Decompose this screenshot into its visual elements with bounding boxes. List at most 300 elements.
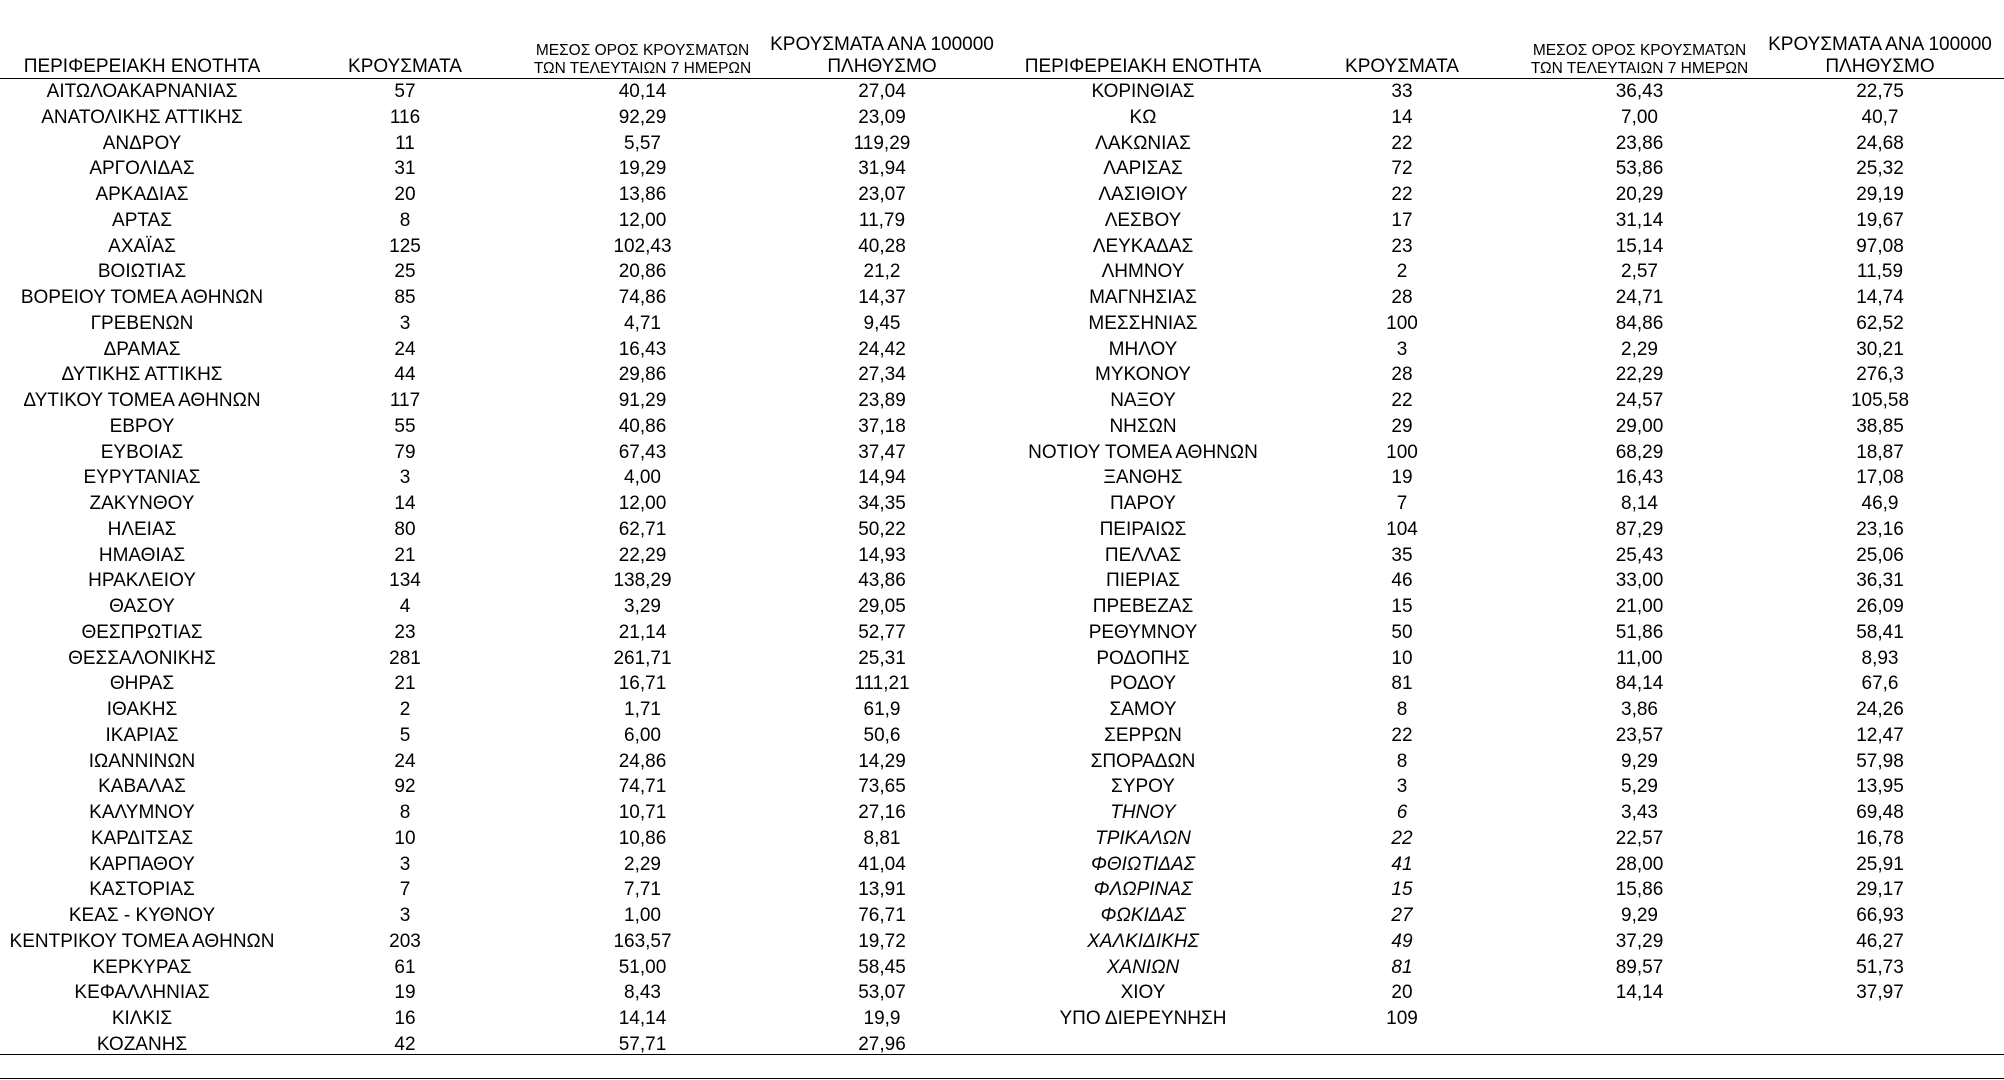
per100k-cell: 14,74 — [1856, 287, 1904, 308]
table-row — [1005, 671, 2004, 697]
cases-cell: 203 — [389, 930, 421, 952]
table-row — [0, 234, 1005, 260]
per100k-cell: 24,26 — [1856, 699, 1904, 720]
per100k-cell: 27,04 — [858, 81, 906, 102]
cases-cell: 50 — [1391, 621, 1413, 643]
per100k-cell: 30,21 — [1856, 338, 1904, 360]
cases-cell: 35 — [1391, 544, 1413, 566]
table-row — [1005, 980, 2004, 1006]
table-row — [0, 877, 1005, 903]
per100k-cell: 58,45 — [858, 956, 906, 978]
table-row — [0, 208, 1005, 234]
table-row — [1005, 1006, 2004, 1032]
avg7-cell: 92,29 — [618, 106, 667, 128]
per100k-cell: 23,16 — [1856, 518, 1904, 540]
cases-cell: 21 — [394, 544, 416, 566]
avg7-cell: 20,86 — [618, 261, 667, 283]
right-header-row — [1005, 28, 2004, 79]
table-row — [0, 517, 1005, 543]
per100k-cell: 50,6 — [863, 724, 901, 746]
table-row — [0, 362, 1005, 388]
cases-cell: 15 — [1391, 596, 1413, 617]
cases-cell: 85 — [394, 287, 416, 308]
avg7-cell: 29,86 — [618, 364, 667, 386]
cases-cell: 28 — [1391, 287, 1413, 308]
avg7-cell: 23,86 — [1615, 132, 1664, 154]
per100k-cell: 62,52 — [1856, 312, 1904, 334]
avg7-cell: 10,71 — [618, 802, 667, 823]
table-row — [1005, 131, 2004, 157]
region-cell: ΘΕΣΠΡΩΤΙΑΣ — [81, 621, 203, 643]
table-row — [0, 980, 1005, 1006]
per100k-cell: 57,98 — [1856, 750, 1904, 772]
cases-cell: 3 — [1396, 776, 1408, 798]
region-cell: ΑΡΚΑΔΙΑΣ — [95, 184, 189, 205]
per100k-cell: 29,19 — [1856, 184, 1904, 205]
avg7-cell: 51,00 — [618, 956, 667, 978]
avg7-cell: 20,29 — [1615, 184, 1664, 205]
cases-cell: 109 — [1386, 1008, 1418, 1029]
per100k-cell: 50,22 — [858, 518, 906, 540]
cases-cell: 5 — [399, 724, 411, 746]
avg7-cell: 9,29 — [1621, 750, 1658, 772]
per100k-cell: 41,04 — [858, 853, 906, 875]
cases-cell: 6 — [1396, 802, 1408, 823]
cases-cell: 17 — [1391, 209, 1413, 231]
table-row — [1005, 697, 2004, 723]
per100k-cell: 34,35 — [858, 493, 906, 514]
avg7-cell: 12,00 — [618, 493, 667, 514]
cases-cell: 41 — [1391, 853, 1413, 875]
cases-cell: 23 — [394, 621, 416, 643]
region-cell: ΕΒΡΟΥ — [109, 415, 175, 437]
per100k-cell: 21,2 — [863, 261, 901, 283]
per100k-cell: 111,21 — [854, 673, 910, 695]
region-cell: ΑΙΤΩΛΟΑΚΑΡΝΑΝΙΑΣ — [46, 81, 238, 102]
per100k-cell: 105,58 — [1850, 390, 1910, 411]
table-row — [1005, 543, 2004, 569]
cases-cell: 20 — [394, 184, 416, 205]
region-cell: ΓΡΕΒΕΝΩΝ — [90, 312, 194, 334]
cases-cell: 92 — [394, 776, 416, 798]
avg7-cell: 87,29 — [1615, 518, 1664, 540]
per100k-cell: 37,47 — [858, 441, 906, 463]
cases-cell: 3 — [399, 312, 411, 334]
cases-cell: 2 — [399, 699, 411, 720]
region-cell: ΛΑΣΙΘΙΟΥ — [1098, 184, 1188, 205]
per100k-cell: 52,77 — [858, 621, 906, 643]
region-cell: ΜΥΚΟΝΟΥ — [1095, 364, 1191, 386]
table-row — [0, 440, 1005, 466]
table-row — [1005, 465, 2004, 491]
cases-cell: 20 — [1391, 982, 1413, 1004]
per100k-cell: 12,47 — [1856, 724, 1904, 746]
region-cell: ΒΟΙΩΤΙΑΣ — [97, 261, 187, 283]
table-row — [0, 285, 1005, 311]
cases-cell: 10 — [394, 827, 416, 849]
region-cell: ΝΑΞΟΥ — [1110, 390, 1176, 411]
per100k-cell: 23,09 — [858, 106, 906, 128]
table-row — [0, 491, 1005, 517]
table-row — [1005, 440, 2004, 466]
avg7-cell: 22,57 — [1615, 827, 1664, 849]
region-cell: ΧΑΝΙΩΝ — [1106, 956, 1180, 978]
region-cell: ΚΑΛΥΜΝΟΥ — [89, 802, 195, 823]
cases-cell: 7 — [1396, 493, 1408, 514]
region-cell: ΚΑΡΔΙΤΣΑΣ — [90, 827, 194, 849]
table-row — [1005, 955, 2004, 981]
table-row — [1005, 929, 2004, 955]
region-cell: ΙΘΑΚΗΣ — [106, 699, 178, 720]
table-row — [0, 955, 1005, 981]
table-row — [1005, 259, 2004, 285]
table-row — [1005, 388, 2004, 414]
cases-cell: 11 — [395, 132, 415, 154]
region-cell: ΠΡΕΒΕΖΑΣ — [1092, 596, 1194, 617]
avg7-cell: 2,57 — [1621, 261, 1658, 283]
avg7-cell: 14,14 — [1615, 982, 1664, 1004]
per100k-cell: 11,79 — [858, 209, 906, 231]
per100k-cell: 19,9 — [863, 1008, 901, 1029]
per100k-cell: 24,42 — [858, 338, 906, 360]
table-row — [0, 131, 1005, 157]
avg7-cell: 21,00 — [1615, 596, 1664, 617]
avg7-cell: 163,57 — [613, 930, 672, 952]
region-cell: ΛΗΜΝΟΥ — [1101, 261, 1185, 283]
cases-cell: 3 — [399, 905, 411, 926]
cases-cell: 3 — [399, 853, 411, 875]
table-row — [1005, 723, 2004, 749]
avg7-cell: 2,29 — [1621, 338, 1658, 360]
table-row — [1005, 800, 2004, 826]
cases-cell: 14 — [1391, 106, 1413, 128]
region-cell: ΝΟΤΙΟΥ ΤΟΜΕΑ ΑΘΗΝΩΝ — [1028, 441, 1258, 463]
region-cell: ΚΟΖΑΝΗΣ — [96, 1033, 188, 1055]
per100k-cell: 14,37 — [858, 287, 906, 308]
region-cell: ΛΕΥΚΑΔΑΣ — [1092, 235, 1194, 257]
avg7-cell: 261,71 — [613, 647, 672, 669]
per100k-cell: 9,45 — [863, 312, 901, 334]
avg7-cell: 1,71 — [624, 699, 661, 720]
region-cell: ΙΩΑΝΝΙΝΩΝ — [88, 750, 196, 772]
region-cell: ΚΕΝΤΡΙΚΟΥ ΤΟΜΕΑ ΑΘΗΝΩΝ — [9, 930, 275, 952]
region-cell: ΚΑΡΠΑΘΟΥ — [89, 853, 195, 875]
per100k-cell: 27,16 — [858, 802, 906, 823]
region-cell: ΣΑΜΟΥ — [1109, 699, 1177, 720]
cases-cell: 10 — [1391, 647, 1413, 669]
region-cell: ΛΑΚΩΝΙΑΣ — [1095, 132, 1191, 154]
avg7-cell: 3,86 — [1621, 699, 1658, 720]
per100k-cell: 24,68 — [1856, 132, 1904, 154]
region-cell: ΥΠΟ ΔΙΕΡΕΥΝΗΣΗ — [1059, 1008, 1227, 1029]
region-cell: ΛΑΡΙΣΑΣ — [1103, 158, 1183, 180]
region-cell: ΧΑΛΚΙΔΙΚΗΣ — [1087, 930, 1199, 952]
per100k-cell: 25,32 — [1856, 158, 1904, 180]
region-cell: ΣΥΡΟΥ — [1111, 776, 1175, 798]
cases-cell: 23 — [1391, 235, 1413, 257]
per100k-cell: 23,07 — [858, 184, 906, 205]
per100k-cell — [1756, 1006, 2004, 1032]
cases-cell: 81 — [1391, 956, 1413, 978]
table-row — [1005, 182, 2004, 208]
per100k-cell: 13,95 — [1856, 776, 1904, 798]
avg7-cell: 84,86 — [1615, 312, 1664, 334]
table-bottom-rule — [0, 1054, 2004, 1055]
region-cell: ΑΝΑΤΟΛΙΚΗΣ ΑΤΤΙΚΗΣ — [41, 106, 243, 128]
table-row — [1005, 620, 2004, 646]
table-row — [0, 259, 1005, 285]
avg7-cell: 15,14 — [1615, 235, 1664, 257]
region-cell: ΚΕΦΑΛΛΗΝΙΑΣ — [74, 982, 210, 1004]
table-row — [1005, 285, 2004, 311]
avg7-cell: 8,43 — [624, 982, 661, 1004]
per100k-cell: 58,41 — [1856, 621, 1904, 643]
table-row — [1005, 79, 2004, 105]
cases-cell: 19 — [394, 982, 416, 1004]
table-row — [0, 1006, 1005, 1032]
region-cell: ΘΕΣΣΑΛΟΝΙΚΗΣ — [68, 647, 216, 669]
per100k-cell: 73,65 — [858, 776, 906, 798]
avg7-cell: 4,71 — [624, 312, 661, 334]
avg7-cell: 16,43 — [618, 338, 667, 360]
table-row — [1005, 234, 2004, 260]
avg7-cell: 31,14 — [1615, 209, 1664, 231]
avg7-cell: 102,43 — [613, 235, 672, 257]
cases-cell: 72 — [1391, 158, 1413, 180]
region-cell: ΠΕΛΛΑΣ — [1104, 544, 1182, 566]
header-region: ΠΕΡΙΦΕΡΕΙΑΚΗ ΕΝΟΤΗΤΑ — [0, 28, 284, 79]
per100k-cell: 40,28 — [858, 235, 906, 257]
per100k-cell: 37,18 — [858, 415, 906, 437]
region-cell: ΔΥΤΙΚΟΥ ΤΟΜΕΑ ΑΘΗΝΩΝ — [23, 390, 261, 411]
avg7-cell: 3,43 — [1621, 802, 1658, 823]
cases-cell: 3 — [399, 467, 411, 489]
region-cell: ΕΥΒΟΙΑΣ — [100, 441, 184, 463]
per100k-cell: 26,09 — [1856, 596, 1904, 617]
region-cell: ΚΩ — [1129, 106, 1157, 128]
table-row — [1005, 311, 2004, 337]
avg7-cell: 10,86 — [618, 827, 667, 849]
per100k-cell: 13,91 — [858, 879, 906, 901]
avg7-cell: 67,43 — [618, 441, 667, 463]
avg7-cell: 36,43 — [1615, 81, 1664, 102]
per100k-cell: 51,73 — [1856, 956, 1904, 978]
avg7-cell: 24,71 — [1615, 287, 1664, 308]
per100k-cell: 29,17 — [1856, 879, 1904, 901]
avg7-cell: 33,00 — [1615, 570, 1664, 592]
per100k-cell: 25,06 — [1856, 544, 1904, 566]
cases-cell: 7 — [399, 879, 411, 901]
cases-cell: 42 — [394, 1033, 416, 1055]
avg7-cell: 62,71 — [618, 518, 667, 540]
right-cases-table — [1005, 28, 2004, 1032]
per100k-cell: 19,72 — [858, 930, 906, 952]
cases-cell: 16 — [394, 1008, 416, 1029]
header-per100k: ΚΡΟΥΣΜΑΤΑ ΑΝΑ 100000 ΠΛΗΘΥΣΜΟ — [759, 28, 1005, 79]
cases-cell: 117 — [389, 390, 421, 411]
table-row — [0, 903, 1005, 929]
region-cell: ΖΑΚΥΝΘΟΥ — [89, 493, 195, 514]
per100k-cell: 27,34 — [858, 364, 906, 386]
region-cell: ΑΡΤΑΣ — [112, 209, 172, 231]
per100k-cell: 69,48 — [1856, 802, 1904, 823]
region-cell: ΕΥΡΥΤΑΝΙΑΣ — [83, 467, 201, 489]
avg7-cell: 15,86 — [1615, 879, 1664, 901]
cases-cell: 104 — [1386, 518, 1418, 540]
header-per100k: ΚΡΟΥΣΜΑΤΑ ΑΝΑ 100000 ΠΛΗΘΥΣΜΟ — [1756, 28, 2004, 79]
table-row — [1005, 208, 2004, 234]
cases-cell: 4 — [399, 596, 411, 617]
table-row — [1005, 877, 2004, 903]
table-row — [0, 800, 1005, 826]
per100k-cell: 43,86 — [858, 570, 906, 592]
cases-cell: 57 — [394, 81, 416, 102]
cases-cell: 24 — [394, 750, 416, 772]
cases-cell: 61 — [394, 956, 416, 978]
cases-cell: 55 — [394, 415, 416, 437]
avg7-cell: 22,29 — [618, 544, 667, 566]
right-table-body — [1005, 79, 2004, 1032]
per100k-cell: 19,67 — [1856, 209, 1904, 231]
table-row — [0, 79, 1005, 105]
table-row — [1005, 517, 2004, 543]
region-cell: ΡΟΔΟΠΗΣ — [1096, 647, 1190, 669]
avg7-cell: 74,71 — [618, 776, 667, 798]
table-row — [0, 156, 1005, 182]
table-row — [0, 414, 1005, 440]
region-cell: ΠΕΙΡΑΙΩΣ — [1099, 518, 1187, 540]
table-row — [0, 929, 1005, 955]
region-cell: ΙΚΑΡΙΑΣ — [105, 724, 179, 746]
avg7-cell: 40,14 — [618, 81, 667, 102]
per100k-cell: 14,29 — [858, 750, 906, 772]
table-row — [0, 337, 1005, 363]
avg7-cell: 23,57 — [1615, 724, 1664, 746]
region-cell: ΣΕΡΡΩΝ — [1104, 724, 1182, 746]
table-row — [1005, 646, 2004, 672]
per100k-cell: 36,31 — [1856, 570, 1904, 592]
cases-cell: 81 — [1391, 673, 1413, 695]
avg7-cell: 37,29 — [1615, 930, 1664, 952]
region-cell: ΠΑΡΟΥ — [1110, 493, 1176, 514]
table-row — [0, 388, 1005, 414]
cases-cell: 8 — [1396, 699, 1408, 720]
avg7-cell: 24,86 — [618, 750, 667, 772]
region-cell: ΦΩΚΙΔΑΣ — [1100, 905, 1186, 926]
per100k-cell: 46,27 — [1856, 930, 1904, 952]
page-bottom-rule — [0, 1078, 2004, 1079]
cases-cell: 8 — [399, 209, 411, 231]
avg7-cell: 84,14 — [1615, 673, 1664, 695]
region-cell: ΗΡΑΚΛΕΙΟΥ — [88, 570, 196, 592]
cases-cell: 8 — [1396, 750, 1408, 772]
per100k-cell: 53,07 — [858, 982, 906, 1004]
region-cell: ΞΑΝΘΗΣ — [1103, 467, 1183, 489]
cases-cell: 21 — [394, 673, 416, 695]
cases-cell: 25 — [394, 261, 416, 283]
region-cell: ΗΜΑΘΙΑΣ — [98, 544, 186, 566]
table-row — [0, 105, 1005, 131]
avg7-cell: 7,00 — [1621, 106, 1658, 128]
avg7-cell: 16,71 — [618, 673, 667, 695]
avg7-cell: 40,86 — [618, 415, 667, 437]
per100k-cell: 76,71 — [858, 905, 906, 926]
table-row — [0, 620, 1005, 646]
per100k-cell: 22,75 — [1856, 81, 1904, 102]
avg7-cell: 138,29 — [613, 570, 672, 592]
table-row — [1005, 105, 2004, 131]
table-row — [0, 697, 1005, 723]
cases-cell: 8 — [399, 802, 411, 823]
avg7-cell: 5,57 — [624, 132, 661, 154]
avg7-cell: 24,57 — [1615, 390, 1664, 411]
region-cell: ΦΘΙΩΤΙΔΑΣ — [1090, 853, 1196, 875]
table-row — [1005, 491, 2004, 517]
cases-cell: 44 — [394, 364, 416, 386]
region-cell: ΒΟΡΕΙΟΥ ΤΟΜΕΑ ΑΘΗΝΩΝ — [20, 287, 264, 308]
avg7-cell: 6,00 — [624, 724, 661, 746]
avg7-cell: 25,43 — [1615, 544, 1664, 566]
cases-cell: 134 — [389, 570, 421, 592]
left-header-row — [0, 28, 1005, 79]
avg7-cell: 74,86 — [618, 287, 667, 308]
cases-cell: 22 — [1391, 184, 1413, 205]
table-row — [0, 568, 1005, 594]
table-row — [0, 749, 1005, 775]
avg7-cell: 14,14 — [618, 1008, 667, 1029]
cases-cell: 49 — [1391, 930, 1413, 952]
table-row — [0, 311, 1005, 337]
avg7-cell: 1,00 — [624, 905, 661, 926]
cases-cell: 33 — [1391, 81, 1413, 102]
region-cell: ΘΑΣΟΥ — [109, 596, 175, 617]
per100k-cell: 8,81 — [863, 827, 901, 849]
per100k-cell: 16,78 — [1856, 827, 1904, 849]
avg7-cell: 3,29 — [624, 596, 661, 617]
table-row — [1005, 568, 2004, 594]
region-cell: ΑΡΓΟΛΙΔΑΣ — [89, 158, 195, 180]
table-row — [1005, 337, 2004, 363]
avg7-cell: 57,71 — [618, 1033, 667, 1055]
per100k-cell: 27,96 — [858, 1033, 906, 1055]
avg7-cell: 4,00 — [624, 467, 661, 489]
cases-cell: 2 — [1396, 261, 1408, 283]
per100k-cell: 61,9 — [863, 699, 901, 720]
per100k-cell: 18,87 — [1856, 441, 1904, 463]
table-row — [0, 182, 1005, 208]
per100k-cell: 17,08 — [1856, 467, 1904, 489]
cases-cell: 281 — [389, 647, 421, 669]
cases-cell: 22 — [1391, 132, 1413, 154]
table-row — [0, 852, 1005, 878]
table-row — [1005, 594, 2004, 620]
cases-cell: 15 — [1391, 879, 1413, 901]
table-row — [1005, 826, 2004, 852]
table-row — [0, 671, 1005, 697]
left-table-body — [0, 79, 1005, 1058]
avg7-cell: 89,57 — [1615, 956, 1664, 978]
table-row — [0, 543, 1005, 569]
region-cell: ΔΡΑΜΑΣ — [103, 338, 181, 360]
region-cell: ΤΡΙΚΑΛΩΝ — [1095, 827, 1191, 849]
table-row — [0, 723, 1005, 749]
per100k-cell: 23,89 — [858, 390, 906, 411]
cases-cell: 116 — [389, 106, 421, 128]
region-cell: ΚΟΡΙΝΘΙΑΣ — [1091, 81, 1195, 102]
avg7-cell: 22,29 — [1615, 364, 1664, 386]
header-avg7: ΜΕΣΟΣ ΟΡΟΣ ΚΡΟΥΣΜΑΤΩΝ ΤΩΝ ΤΕΛΕΥΤΑΙΩΝ 7 ΗΜΕΡΩΝ — [1523, 28, 1756, 79]
per100k-cell: 37,97 — [1856, 982, 1904, 1004]
